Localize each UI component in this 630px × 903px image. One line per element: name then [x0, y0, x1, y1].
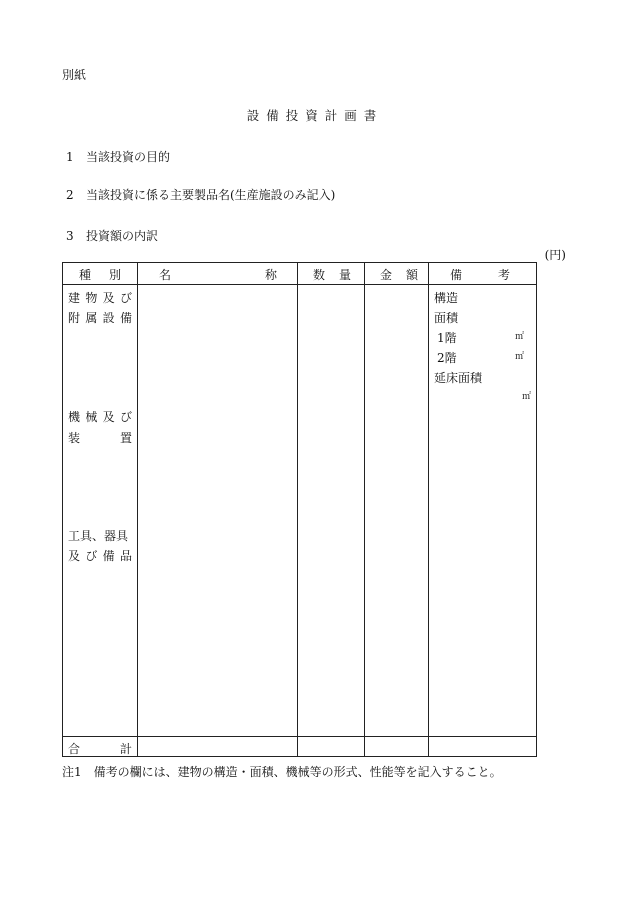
header-remarks: 備 考: [450, 268, 510, 282]
remarks-floor2-unit: ㎡: [515, 352, 525, 362]
category-tools-line1: 工具、器具: [68, 529, 129, 543]
header-name: 名 称: [159, 268, 277, 282]
header-divider: [63, 284, 536, 285]
remarks-structure: 構造: [434, 291, 459, 305]
header-category: 種 別: [79, 268, 121, 282]
remarks-total-floor: 延床面積: [434, 371, 483, 385]
category-machinery-line1: 機 械 及 び: [68, 410, 132, 424]
total-label: 合 計: [68, 742, 132, 756]
item-number: 3: [66, 229, 74, 243]
item-text: 投資額の内訳: [86, 229, 159, 243]
category-machinery-line2: 装 置: [68, 431, 132, 445]
unit-label: (円): [544, 248, 566, 262]
footnote: 注1 備考の欄には、建物の構造・面積、機械等の形式、性能等を記入すること。: [62, 765, 502, 779]
column-divider: [428, 263, 429, 756]
category-tools-line2: 及 び 備 品: [68, 549, 132, 563]
header-quantity: 数 量: [313, 268, 351, 282]
item-text: 当該投資に係る主要製品名(生産施設のみ記入): [86, 188, 336, 202]
item-number: 1: [66, 150, 74, 164]
document-title: 設備投資計画書: [246, 108, 384, 123]
column-divider: [364, 263, 365, 756]
category-buildings-line2: 附 属 設 備: [68, 311, 132, 325]
section-item-purpose: [66, 148, 170, 165]
remarks-area: 面積: [434, 311, 459, 325]
column-divider: [297, 263, 298, 756]
total-divider: [63, 736, 536, 737]
section-item-breakdown: [66, 227, 158, 244]
remarks-total-floor-unit: ㎡: [522, 392, 532, 402]
item-text: 当該投資の目的: [86, 150, 171, 164]
remarks-floor2: 2階: [437, 351, 457, 365]
column-divider: [137, 263, 138, 756]
item-number: 2: [66, 188, 74, 202]
remarks-floor1-unit: ㎡: [515, 332, 525, 342]
header-amount: 金 額: [380, 268, 418, 282]
category-buildings-line1: 建 物 及 び: [68, 291, 132, 305]
investment-table: [62, 262, 537, 757]
section-item-products: [66, 186, 335, 203]
annex-label: 別紙: [62, 68, 87, 82]
remarks-floor1: 1階: [437, 331, 457, 345]
